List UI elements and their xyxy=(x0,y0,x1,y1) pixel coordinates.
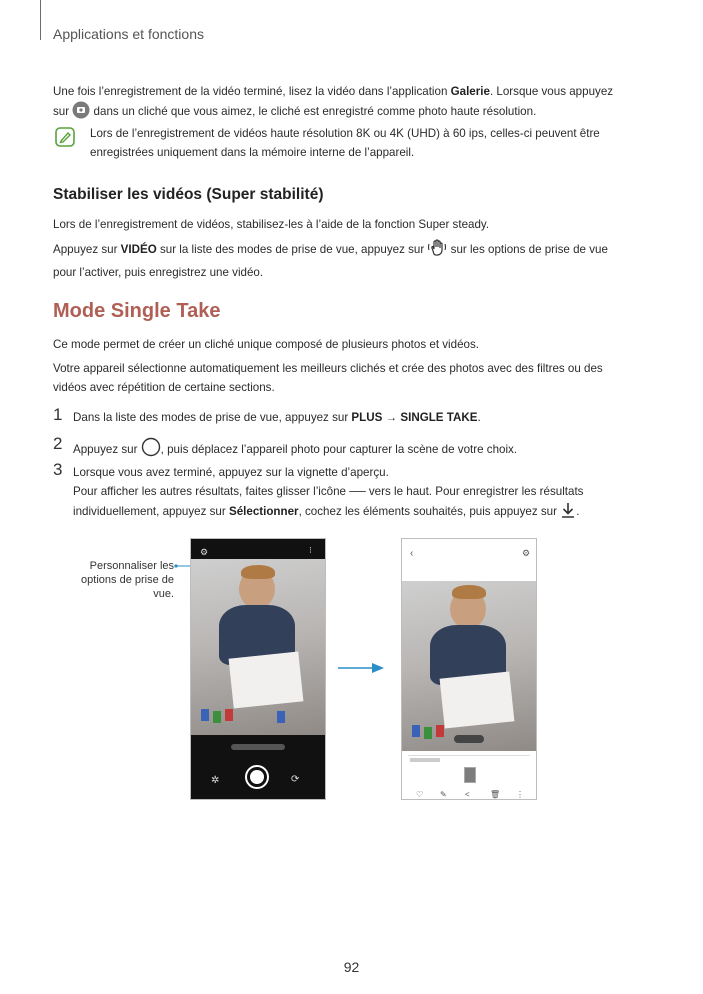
camera-screen xyxy=(190,538,326,800)
text: Lorsque vous avez terminé, appuyez sur la vignette d’aperçu. xyxy=(73,466,389,479)
stabilize-p1: Lors de l’enregistrement de vidéos, stabilisez-les à l’aide de la fonction Super steady. xyxy=(53,218,490,231)
download-icon xyxy=(560,501,576,525)
paper xyxy=(229,651,304,708)
intro-paragraph xyxy=(53,82,653,125)
switch-camera-icon[interactable]: ⟳ xyxy=(291,774,300,785)
text: . xyxy=(576,505,580,518)
note-line: enregistrées uniquement dans la mémoire interne de l’appareil. xyxy=(90,146,415,159)
page-number: 92 xyxy=(343,959,360,975)
text: pour l’activer, puis enregistrez une vidéo. xyxy=(53,266,264,279)
selectionner-term: Sélectionner xyxy=(228,505,299,518)
child-hair xyxy=(452,585,486,599)
paint-jar xyxy=(436,725,444,737)
paint-jar xyxy=(277,711,285,723)
child-hair xyxy=(241,565,275,579)
bottom-toolbar xyxy=(402,785,536,799)
shot-options-icon: ⁝ xyxy=(309,545,312,555)
play-pill[interactable] xyxy=(454,735,484,743)
delete-icon[interactable]: 🗑 xyxy=(490,790,501,799)
text: Dans la liste des modes de prise de vue, appuyez sur xyxy=(73,411,352,424)
mode-label-bar xyxy=(231,744,285,750)
text: Appuyez sur xyxy=(53,243,121,256)
step-1 xyxy=(73,408,653,427)
intro-text: Une fois l’enregistrement de la vidéo terminé, lisez la vidéo dans l’application xyxy=(53,85,451,98)
back-icon[interactable]: ‹ xyxy=(410,548,414,559)
arrow-right-icon xyxy=(338,660,386,676)
text: sur les options de prise de vue xyxy=(447,243,608,256)
shutter-circle-icon xyxy=(141,437,161,463)
camera-preview xyxy=(191,559,325,735)
more-icon[interactable]: ⋮ xyxy=(516,790,524,799)
result-photo xyxy=(402,581,536,751)
paint-jar xyxy=(213,711,221,723)
single-take-term: SINGLE TAKE xyxy=(400,411,478,424)
share-icon[interactable]: < xyxy=(465,790,470,799)
plus-term: PLUS xyxy=(351,411,383,424)
step-number xyxy=(53,460,62,481)
gallery-screen xyxy=(401,538,537,800)
intro-text: sur xyxy=(53,105,73,118)
favorite-icon[interactable]: ♡ xyxy=(416,790,424,799)
note-text xyxy=(90,124,650,162)
section-title: Mode Single Take xyxy=(53,300,221,322)
shutter-button[interactable] xyxy=(245,765,269,789)
step-2 xyxy=(73,437,653,463)
section-header: Applications et fonctions xyxy=(53,26,204,42)
text: , puis déplacez l’appareil photo pour capturer la scène de votre choix. xyxy=(160,443,518,456)
text: Pour afficher les autres résultats, faites glisser l’icône ── vers le haut. Pour enregistrer les résultats xyxy=(73,485,584,498)
video-term: VIDÉO xyxy=(120,243,157,256)
text: sur la liste des modes de prise de vue, appuyez sur xyxy=(156,243,428,256)
results-label xyxy=(410,758,440,762)
step-number xyxy=(53,405,62,426)
edit-icon[interactable]: ✎ xyxy=(440,790,447,799)
text: Appuyez sur xyxy=(73,443,141,456)
settings-icon[interactable]: ⚙ xyxy=(522,548,531,558)
divider xyxy=(408,755,530,756)
hand-steady-icon xyxy=(427,239,447,263)
paper xyxy=(440,671,515,728)
step-3 xyxy=(73,463,653,525)
text: individuellement, appuyez sur xyxy=(73,505,229,518)
settings-icon: ⚙ xyxy=(200,547,209,557)
text: → xyxy=(382,411,401,424)
single-take-p2 xyxy=(53,359,653,397)
text: . xyxy=(477,411,481,424)
step-num: 2 xyxy=(53,434,63,453)
stabilize-p2 xyxy=(53,239,653,282)
step-number xyxy=(53,434,62,455)
paint-jar xyxy=(225,709,233,721)
subsection-title: Stabiliser les vidéos (Super stabilité) xyxy=(53,186,324,203)
text: , cochez les éléments souhaités, puis appuyez sur xyxy=(298,505,561,518)
text: Votre appareil sélectionne automatiquement les meilleurs clichés et crée des photos avec des filtres ou des xyxy=(53,362,603,375)
header-rule xyxy=(40,0,41,40)
note-line: Lors de l’enregistrement de vidéos haute résolution 8K ou 4K (UHD) à 60 ips, celles-ci peuvent être xyxy=(90,127,600,140)
step-num: 3 xyxy=(53,460,63,479)
single-take-p1: Ce mode permet de créer un cliché unique composé de plusieurs photos et vidéos. xyxy=(53,338,479,351)
galerie-term: Galerie xyxy=(450,85,490,98)
paint-jar xyxy=(412,725,420,737)
callout-label: Personnaliser les options de prise de vue. xyxy=(81,560,174,600)
paint-jar xyxy=(424,727,432,739)
result-thumbnail[interactable] xyxy=(464,767,476,783)
paint-jar xyxy=(201,709,209,721)
intro-text: dans un cliché que vous aimez, le cliché est enregistré comme photo haute résolution. xyxy=(90,105,537,118)
text: vidéos avec répétition de certaine sections. xyxy=(53,381,275,394)
step-num: 1 xyxy=(53,405,63,424)
note-icon xyxy=(55,127,75,147)
effects-icon[interactable]: ✲ xyxy=(211,775,220,786)
intro-text: . Lorsque vous appuyez xyxy=(489,85,614,98)
capture-icon xyxy=(72,101,90,125)
